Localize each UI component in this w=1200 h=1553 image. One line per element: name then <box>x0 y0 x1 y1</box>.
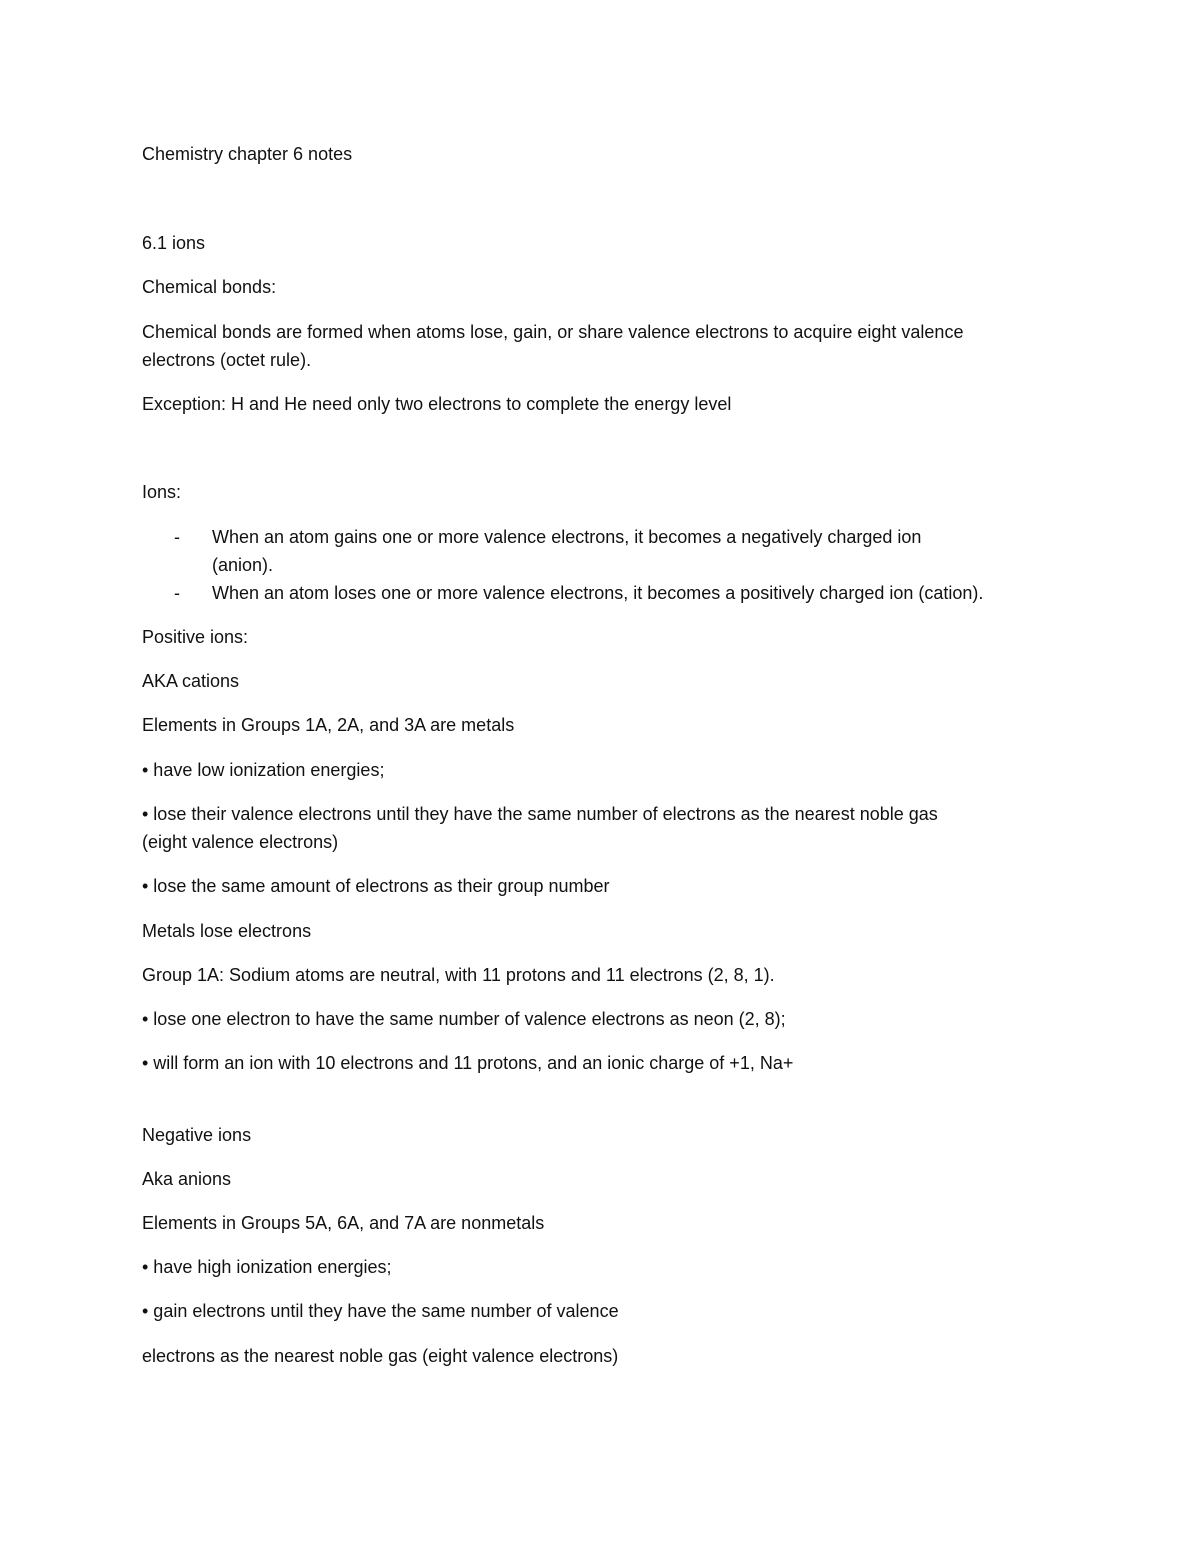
positive-bullet-3: • lose the same amount of electrons as their group number <box>142 876 610 896</box>
negative-ions-groups: Elements in Groups 5A, 6A, and 7A are nonmetals <box>142 1213 545 1233</box>
metals-lose-electrons: Metals lose electrons <box>142 921 312 941</box>
negative-bullet-2-line1: • gain electrons until they have the same number of valence <box>142 1301 619 1321</box>
negative-ions-aka: Aka anions <box>142 1169 232 1189</box>
positive-bullet-2-line1: • lose their valence electrons until they have the same number of electrons as the nearest noble gas <box>142 804 938 824</box>
section-heading: 6.1 ions <box>142 233 206 253</box>
positive-bullet-2-line2: (eight valence electrons) <box>142 832 339 852</box>
negative-bullet-2-line2: electrons as the nearest noble gas (eight valence electrons) <box>142 1346 619 1366</box>
positive-bullet-5: • will form an ion with 10 electrons and 11 protons, and an ionic charge of +1, Na+ <box>142 1053 794 1073</box>
positive-bullet-4: • lose one electron to have the same number of valence electrons as neon (2, 8); <box>142 1009 786 1029</box>
positive-ions-heading: Positive ions: <box>142 627 249 647</box>
exception-text: Exception: H and He need only two electrons to complete the energy level <box>142 394 732 414</box>
ions-item2: When an atom loses one or more valence electrons, it becomes a positively charged ion (cation). <box>212 583 984 603</box>
ions-item1-line2: (anion). <box>212 555 274 575</box>
chemical-bonds-paragraph-line2: electrons (octet rule). <box>142 350 312 370</box>
negative-bullet-1: • have high ionization energies; <box>142 1257 392 1277</box>
chemical-bonds-heading: Chemical bonds: <box>142 277 277 297</box>
ions-heading: Ions: <box>142 482 182 502</box>
group-1a-text: Group 1A: Sodium atoms are neutral, with 11 protons and 11 electrons (2, 8, 1). <box>142 965 775 985</box>
chemical-bonds-paragraph-line1: Chemical bonds are formed when atoms lose, gain, or share valence electrons to acquire eight valence <box>142 322 964 342</box>
positive-ions-groups: Elements in Groups 1A, 2A, and 3A are metals <box>142 715 515 735</box>
list-dash: - <box>174 583 180 603</box>
ions-item1-line1: When an atom gains one or more valence electrons, it becomes a negatively charged ion <box>212 527 922 547</box>
positive-ions-aka: AKA cations <box>142 671 240 691</box>
list-dash: - <box>174 527 180 547</box>
document-title: Chemistry chapter 6 notes <box>142 144 353 164</box>
negative-ions-heading: Negative ions <box>142 1125 252 1145</box>
positive-bullet-1: • have low ionization energies; <box>142 760 385 780</box>
